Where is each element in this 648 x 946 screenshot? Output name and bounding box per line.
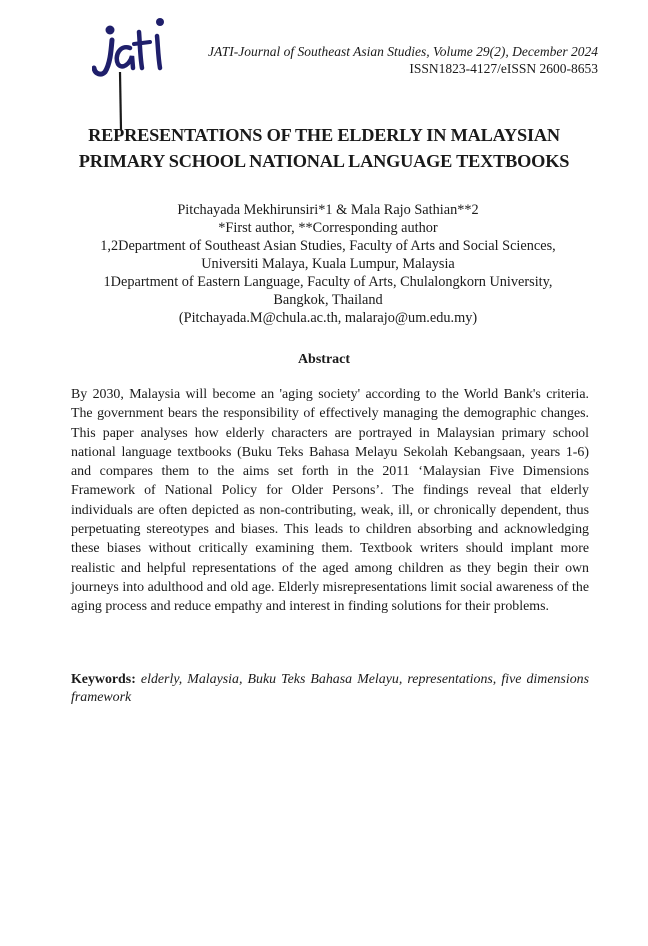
abstract-heading: Abstract	[297, 352, 351, 367]
jati-logo-icon	[92, 12, 172, 132]
author-emails: (Pitchayada.M@chula.ac.th, malarajo@um.edu.my)	[178, 310, 478, 326]
author-block	[60, 201, 596, 327]
keywords-list: elderly, Malaysia, Buku Teks Bahasa Melayu, representations, five dimensions framework	[71, 672, 589, 705]
affiliation-line: 1,2Department of Southeast Asian Studies, Faculty of Arts and Social Sciences,	[100, 238, 556, 254]
journal-issn: ISSN1823-4127/eISSN 2600-8653	[409, 61, 598, 76]
paper-title-line: REPRESENTATIONS OF THE ELDERLY IN MALAYSIAN	[88, 125, 560, 145]
author-names: Pitchayada Mekhirunsiri*1 & Mala Rajo Sathian**2	[177, 202, 479, 218]
paper-title	[40, 122, 608, 174]
journal-citation: JATI-Journal of Southeast Asian Studies, Volume 29(2), December 2024	[208, 44, 598, 59]
affiliation-line: 1Department of Eastern Language, Faculty of Arts, Chulalongkorn University,	[103, 274, 553, 290]
keywords	[71, 671, 589, 706]
journal-logo	[92, 12, 172, 132]
author-note: *First author, **Corresponding author	[218, 220, 438, 236]
journal-info	[208, 43, 598, 77]
abstract-text: By 2030, Malaysia will become an 'aging society' according to the World Bank's criteria. The government bears the responsibility of effectively managing the demographic changes. This paper analyses how elderly characters are portrayed in Malaysian primary school national language textbooks (Buku Teks Bahasa Melayu Sekolah Kebangsaan, years 1-6) and compares them to the aims set forth in the 2011 ‘Malaysian Five Dimensions Framework of National Policy for Older Persons’. The findings reveal that elderly individuals are often depicted as non-contributing, weak, ill, or chronically dependent, thus perpetuating stereotypes and biases. This leads to children absorbing and acknowledging these biases without critically examining them. Textbook writers should implant more realistic and helpful representations of the aged among children as they begin their own journeys into adulthood and old age. Elderly misrepresentations limit social awareness of the aging process and reduce empathy and interest in finding solutions for their problems.	[71, 387, 589, 615]
paper-title-line: PRIMARY SCHOOL NATIONAL LANGUAGE TEXTBOOKS	[78, 151, 570, 171]
affiliation-line: Bangkok, Thailand	[273, 292, 383, 308]
keywords-label: Keywords:	[71, 672, 136, 687]
affiliation-line: Universiti Malaya, Kuala Lumpur, Malaysia	[201, 256, 455, 272]
